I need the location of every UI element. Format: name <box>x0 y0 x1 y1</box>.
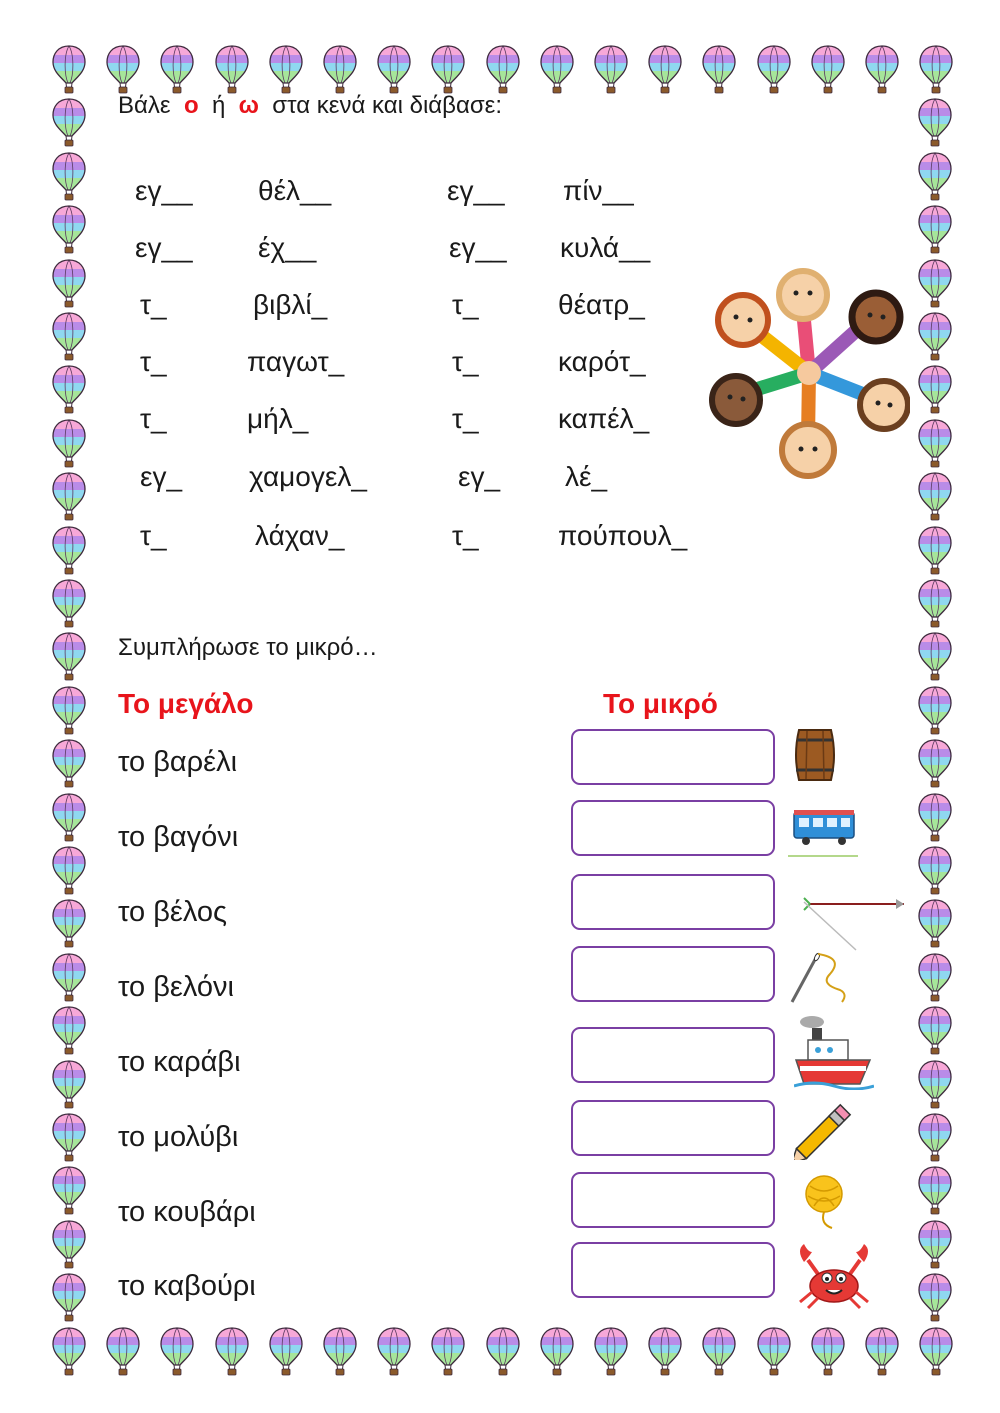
fill-word: τ_ <box>452 289 479 320</box>
hot-air-balloon-icon <box>323 1326 357 1376</box>
hot-air-balloon-icon <box>865 44 899 94</box>
fill-word: τ_ <box>140 403 167 434</box>
hot-air-balloon-icon <box>431 1326 465 1376</box>
hot-air-balloon-icon <box>215 1326 249 1376</box>
big-word-yarn: το κουβάρι <box>118 1196 256 1228</box>
hot-air-balloon-icon <box>540 1326 574 1376</box>
big-word-ship: το καράβι <box>118 1046 241 1078</box>
fill-word: εγ__ <box>447 175 505 206</box>
hot-air-balloon-icon <box>918 1059 952 1109</box>
fill-word: τ_ <box>140 346 167 377</box>
hot-air-balloon-icon <box>594 44 628 94</box>
answer-box-yarn[interactable] <box>571 1172 775 1228</box>
hot-air-balloon-icon <box>918 311 952 361</box>
hot-air-balloon-icon <box>918 792 952 842</box>
hot-air-balloon-icon <box>918 364 952 414</box>
hot-air-balloon-icon <box>918 952 952 1002</box>
hot-air-balloon-icon <box>757 1326 791 1376</box>
fill-word: τ_ <box>452 520 479 551</box>
hot-air-balloon-icon <box>323 44 357 94</box>
hot-air-balloon-icon <box>52 685 86 735</box>
hot-air-balloon-icon <box>52 525 86 575</box>
hot-air-balloon-icon <box>52 311 86 361</box>
ship-icon <box>794 1014 874 1090</box>
answer-box-crab[interactable] <box>571 1242 775 1298</box>
hot-air-balloon-icon <box>918 204 952 254</box>
fill-word: εγ__ <box>135 175 193 206</box>
hot-air-balloon-icon <box>52 1272 86 1322</box>
hot-air-balloon-icon <box>52 1165 86 1215</box>
hot-air-balloon-icon <box>918 578 952 628</box>
fill-word: τ_ <box>452 403 479 434</box>
hot-air-balloon-icon <box>918 151 952 201</box>
answer-box-pencil[interactable] <box>571 1100 775 1156</box>
hot-air-balloon-icon <box>52 898 86 948</box>
hot-air-balloon-icon <box>52 1112 86 1162</box>
fill-word: πίν__ <box>563 175 634 206</box>
hot-air-balloon-icon <box>919 1326 953 1376</box>
hot-air-balloon-icon <box>52 1059 86 1109</box>
hot-air-balloon-icon <box>918 738 952 788</box>
hot-air-balloon-icon <box>757 44 791 94</box>
hot-air-balloon-icon <box>865 1326 899 1376</box>
hot-air-balloon-icon <box>918 1165 952 1215</box>
fill-word: θέλ__ <box>258 175 332 206</box>
hot-air-balloon-icon <box>918 1219 952 1269</box>
hot-air-balloon-icon <box>702 44 736 94</box>
fill-word: τ_ <box>140 520 167 551</box>
hot-air-balloon-icon <box>52 151 86 201</box>
hot-air-balloon-icon <box>52 1219 86 1269</box>
answer-box-arrow[interactable] <box>571 874 775 930</box>
hot-air-balloon-icon <box>52 845 86 895</box>
hot-air-balloon-icon <box>918 1272 952 1322</box>
hot-air-balloon-icon <box>377 1326 411 1376</box>
hot-air-balloon-icon <box>52 952 86 1002</box>
hot-air-balloon-icon <box>431 44 465 94</box>
big-word-wagon: το βαγόνι <box>118 821 239 853</box>
hot-air-balloon-icon <box>918 845 952 895</box>
hot-air-balloon-icon <box>702 1326 736 1376</box>
fill-word: κυλά__ <box>560 232 651 263</box>
big-word-needle: το βελόνι <box>118 971 234 1003</box>
hot-air-balloon-icon <box>918 97 952 147</box>
instruction-prefix: Βάλε <box>118 92 171 119</box>
hot-air-balloon-icon <box>52 1005 86 1055</box>
hot-air-balloon-icon <box>160 1326 194 1376</box>
big-word-pencil: το μολύβι <box>118 1121 239 1153</box>
hot-air-balloon-icon <box>106 1326 140 1376</box>
fill-word: μήλ_ <box>247 403 309 434</box>
hot-air-balloon-icon <box>918 1112 952 1162</box>
answer-box-needle[interactable] <box>571 946 775 1002</box>
fill-word: λάχαν_ <box>255 520 345 551</box>
answer-box-ship[interactable] <box>571 1027 775 1083</box>
header-small: Το μικρό <box>603 688 718 719</box>
fill-word: πούπουλ_ <box>558 520 688 551</box>
hot-air-balloon-icon <box>52 471 86 521</box>
hot-air-balloon-icon <box>918 685 952 735</box>
hot-air-balloon-icon <box>486 1326 520 1376</box>
fill-word: λέ_ <box>565 461 608 492</box>
fill-word: εγ__ <box>135 232 193 263</box>
big-word-arrow: το βέλος <box>118 896 228 928</box>
fill-word: παγωτ_ <box>247 346 345 377</box>
fill-word: καπέλ_ <box>558 403 650 434</box>
fill-word: τ_ <box>140 289 167 320</box>
barrel-icon <box>793 726 837 784</box>
fill-word: έχ__ <box>258 232 317 263</box>
hot-air-balloon-icon <box>52 258 86 308</box>
fill-word: καρότ_ <box>558 346 646 377</box>
hot-air-balloon-icon <box>52 792 86 842</box>
section2-instruction: Συμπλήρωσε το μικρό… <box>118 634 378 661</box>
fill-word: εγ_ <box>458 461 501 492</box>
hot-air-balloon-icon <box>918 1005 952 1055</box>
hot-air-balloon-icon <box>918 898 952 948</box>
train-wagon-icon <box>788 806 860 862</box>
yarn-ball-icon <box>800 1172 850 1232</box>
letter-omega: ω <box>238 92 259 119</box>
instruction-line <box>118 94 502 118</box>
hot-air-balloon-icon <box>540 44 574 94</box>
fill-word: τ_ <box>452 346 479 377</box>
hot-air-balloon-icon <box>160 44 194 94</box>
header-big: Το μεγάλο <box>118 688 254 719</box>
hot-air-balloon-icon <box>377 44 411 94</box>
hot-air-balloon-icon <box>918 631 952 681</box>
answer-box-barrel[interactable] <box>571 729 775 785</box>
hot-air-balloon-icon <box>215 44 249 94</box>
hot-air-balloon-icon <box>648 1326 682 1376</box>
instruction-suffix: στα κενά και διάβασε: <box>272 92 503 119</box>
hot-air-balloon-icon <box>811 1326 845 1376</box>
hot-air-balloon-icon <box>52 578 86 628</box>
hot-air-balloon-icon <box>594 1326 628 1376</box>
hot-air-balloon-icon <box>811 44 845 94</box>
hot-air-balloon-icon <box>486 44 520 94</box>
needle-icon <box>784 948 856 1006</box>
answer-box-wagon[interactable] <box>571 800 775 856</box>
letter-o: ο <box>183 92 199 119</box>
big-word-crab: το καβούρι <box>118 1270 256 1302</box>
fill-word: χαμογελ_ <box>249 461 367 492</box>
hot-air-balloon-icon <box>918 525 952 575</box>
hot-air-balloon-icon <box>269 1326 303 1376</box>
fill-word: εγ__ <box>449 232 507 263</box>
fill-word: εγ_ <box>140 461 183 492</box>
arrow-icon <box>800 890 912 956</box>
hot-air-balloon-icon <box>918 471 952 521</box>
fill-word: βιβλί_ <box>253 289 328 320</box>
hot-air-balloon-icon <box>52 738 86 788</box>
instruction-or: ή <box>211 92 226 119</box>
hot-air-balloon-icon <box>52 1326 86 1376</box>
hot-air-balloon-icon <box>52 97 86 147</box>
hot-air-balloon-icon <box>648 44 682 94</box>
big-word-barrel: το βαρέλι <box>118 746 238 778</box>
hot-air-balloon-icon <box>52 44 86 94</box>
hot-air-balloon-icon <box>52 631 86 681</box>
hot-air-balloon-icon <box>919 44 953 94</box>
children-circle-icon <box>708 265 910 480</box>
hot-air-balloon-icon <box>918 258 952 308</box>
fill-word: θέατρ_ <box>558 289 645 320</box>
hot-air-balloon-icon <box>269 44 303 94</box>
hot-air-balloon-icon <box>52 204 86 254</box>
hot-air-balloon-icon <box>52 418 86 468</box>
hot-air-balloon-icon <box>52 364 86 414</box>
hot-air-balloon-icon <box>106 44 140 94</box>
crab-icon <box>794 1242 874 1310</box>
pencil-icon <box>794 1102 854 1160</box>
hot-air-balloon-icon <box>918 418 952 468</box>
